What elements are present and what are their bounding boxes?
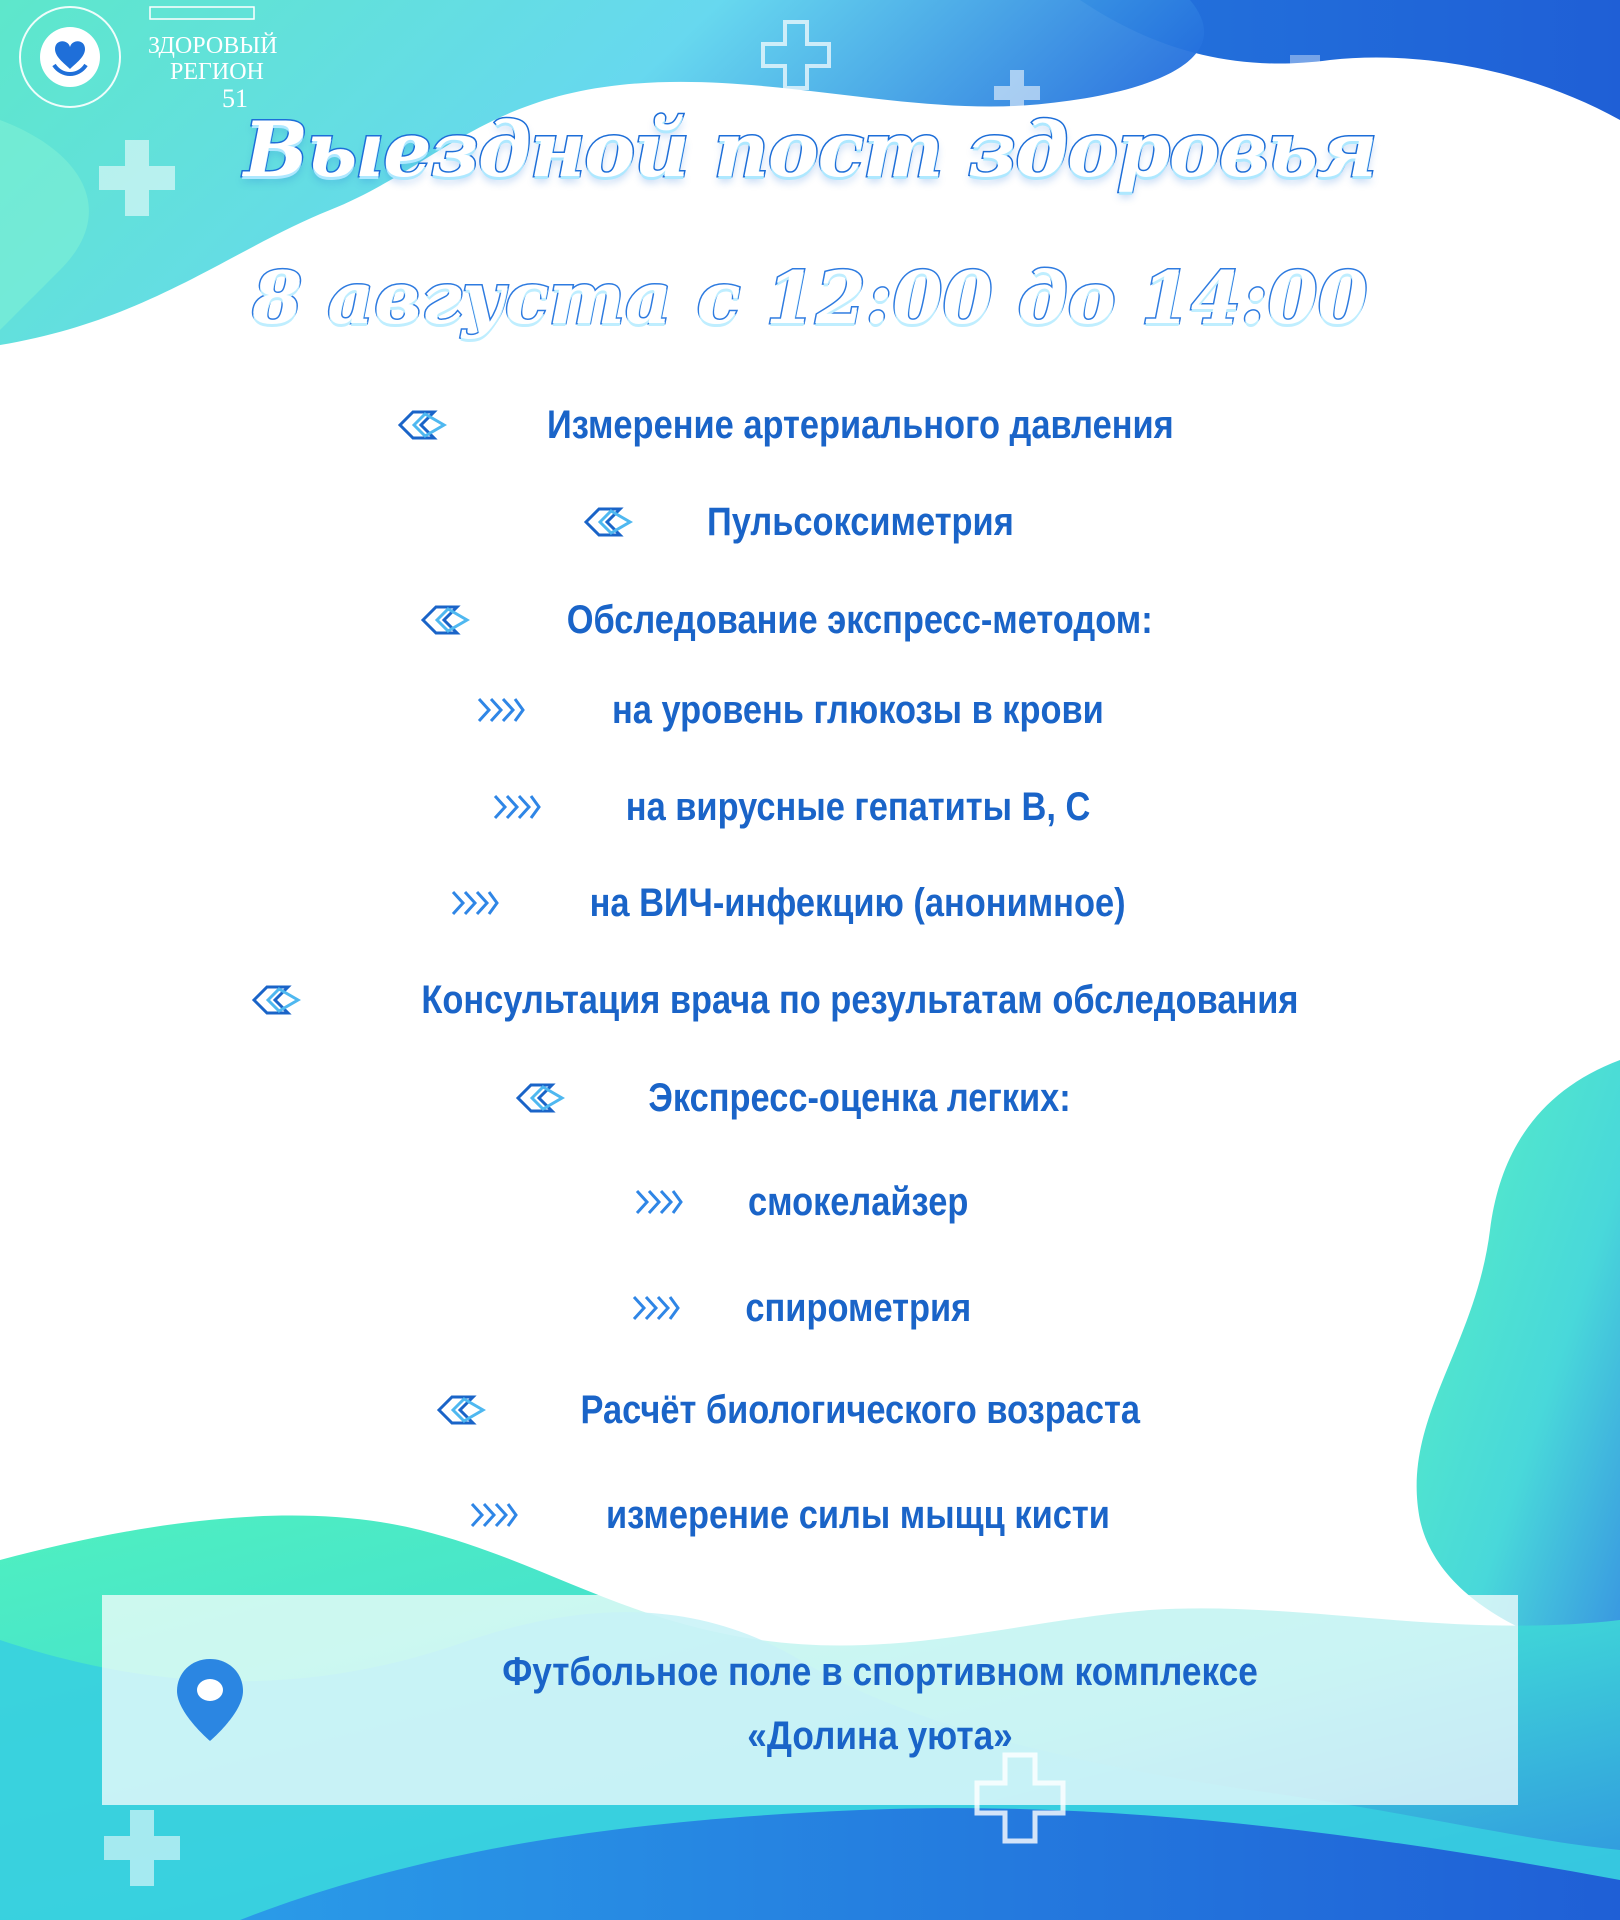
list-item	[0, 873, 1620, 933]
list-item-text: смокелайзер	[747, 1179, 969, 1224]
triple-chevron-icon	[450, 888, 498, 918]
list-item	[0, 1485, 1620, 1545]
list-item	[0, 1278, 1620, 1338]
list-item	[0, 1380, 1620, 1440]
double-diamond-icon	[435, 1393, 487, 1427]
list-item	[0, 492, 1620, 552]
page-title: Выездной пост здоровья	[243, 105, 1377, 194]
list-item	[0, 1172, 1620, 1232]
event-date: 8 августа с 12:00 до 14:00	[252, 255, 1368, 340]
list-item	[0, 1068, 1620, 1128]
list-item-text: на ВИЧ-инфекцию (анонимное)	[590, 880, 1126, 925]
list-item	[0, 680, 1620, 740]
list-item-text: на вирусные гепатиты В, С	[625, 784, 1091, 829]
logos	[10, 5, 278, 115]
list-item-text: Расчёт биологического возраста	[580, 1387, 1140, 1432]
medical-center-logo	[20, 7, 120, 107]
double-diamond-icon	[396, 408, 448, 442]
double-diamond-icon	[419, 603, 471, 637]
location-line1: Футбольное поле в спортивном комплексе	[502, 1650, 1258, 1694]
triple-chevron-icon	[631, 1293, 679, 1323]
list-item	[0, 395, 1620, 455]
double-diamond-icon	[514, 1081, 566, 1115]
list-item-text: на уровень глюкозы в крови	[612, 687, 1104, 732]
location-address	[280, 1640, 1480, 1768]
list-item-text: спирометрия	[745, 1285, 971, 1330]
list-item	[0, 590, 1620, 650]
list-item	[0, 970, 1620, 1030]
list-item	[0, 777, 1620, 837]
triple-chevron-icon	[492, 792, 540, 822]
triple-chevron-icon	[476, 695, 524, 725]
double-diamond-icon	[250, 983, 302, 1017]
list-item-text: Пульсоксиметрия	[706, 499, 1014, 544]
location-line2: «Долина уюта»	[747, 1714, 1013, 1758]
double-diamond-icon	[582, 505, 634, 539]
list-item-text: измерение силы мыщц кисти	[606, 1492, 1110, 1537]
triple-chevron-icon	[634, 1187, 682, 1217]
region-logo-line2: РЕГИОН	[170, 59, 264, 85]
triple-chevron-icon	[469, 1500, 517, 1530]
list-item-text: Измерение артериального давления	[546, 402, 1174, 447]
list-item-text: Консультация врача по результатам обследования	[421, 977, 1299, 1022]
region-logo-number: 51	[222, 84, 248, 113]
region-logo-line1: ЗДОРОВЫЙ	[148, 33, 278, 59]
list-item-text: Обследование экспресс-методом:	[567, 597, 1153, 642]
list-item-text: Экспресс-оценка легких:	[648, 1075, 1072, 1120]
map-pin-icon	[170, 1655, 250, 1749]
healthy-region-logo	[150, 7, 254, 19]
